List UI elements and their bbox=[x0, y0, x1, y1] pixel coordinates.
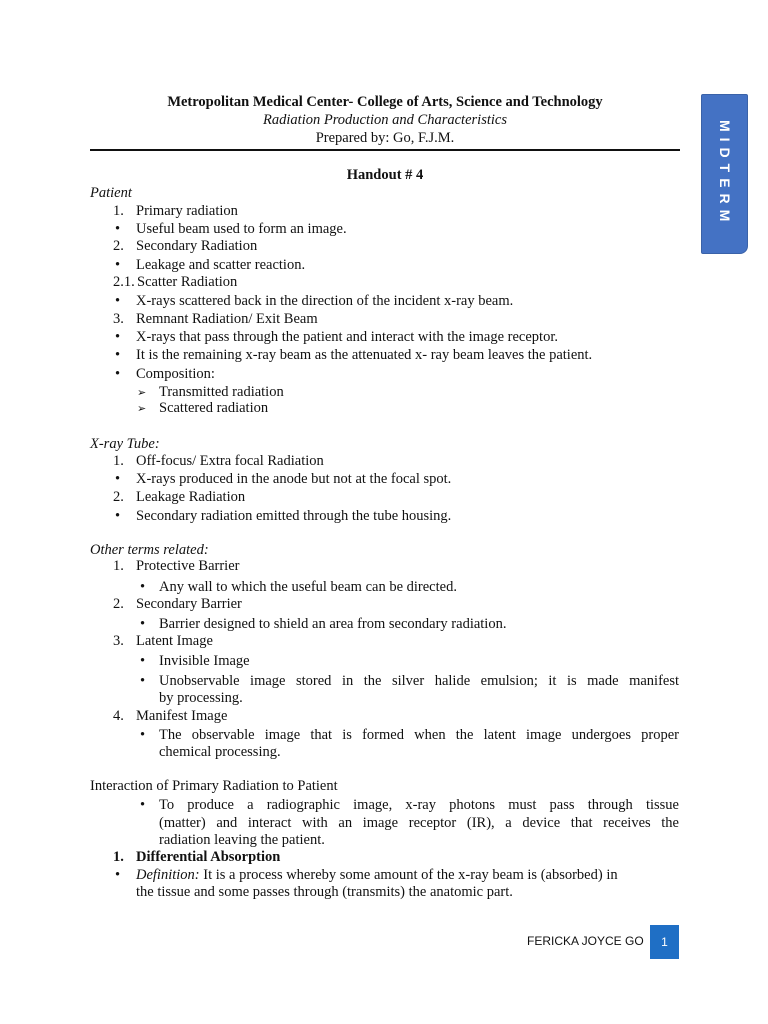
list-marker: 3. bbox=[113, 311, 124, 327]
list-marker: • bbox=[115, 293, 121, 309]
list-marker: 1. bbox=[113, 849, 124, 865]
list-item: Primary radiation bbox=[136, 203, 238, 219]
list-item: X-rays produced in the anode but not at the focal spot. bbox=[136, 471, 452, 487]
list-marker: • bbox=[140, 616, 146, 632]
footer-author: FERICKA JOYCE GO bbox=[527, 934, 644, 948]
list-marker: 2.1. bbox=[113, 274, 135, 290]
institution-title: Metropolitan Medical Center- College of Arts, Science and Technology bbox=[167, 94, 603, 110]
definition-line: the tissue and some passes through (transmits) the anatomic part. bbox=[136, 884, 513, 900]
document-subtitle: Radiation Production and Characteristics bbox=[263, 112, 507, 128]
list-item: It is the remaining x-ray beam as the attenuated x- ray beam leaves the patient. bbox=[136, 347, 593, 363]
list-marker: • bbox=[115, 221, 121, 237]
definition-label: Definition: bbox=[136, 867, 200, 883]
list-marker: • bbox=[115, 471, 121, 487]
list-item: Any wall to which the useful beam can be directed. bbox=[159, 579, 457, 595]
section-heading-other-terms: Other terms related: bbox=[90, 542, 209, 558]
list-marker: 1. bbox=[113, 558, 124, 574]
midterm-tab bbox=[701, 94, 748, 254]
paragraph-line: To produce a radiographic image, x-ray photons must pass through tissue bbox=[159, 797, 679, 813]
arrow-bullet-icon: ➢ bbox=[137, 403, 147, 415]
list-marker: • bbox=[115, 257, 121, 273]
list-item: Barrier designed to shield an area from secondary radiation. bbox=[159, 616, 507, 632]
list-item: Secondary radiation emitted through the tube housing. bbox=[136, 508, 452, 524]
list-item-continuation: by processing. bbox=[159, 690, 243, 706]
section-heading-interaction: Interaction of Primary Radiation to Patient bbox=[90, 778, 338, 794]
list-marker: 1. bbox=[113, 453, 124, 469]
list-marker: 3. bbox=[113, 633, 124, 649]
midterm-tab-label: MIDTERM bbox=[717, 120, 733, 228]
arrow-bullet-icon: ➢ bbox=[137, 387, 147, 399]
list-marker: 4. bbox=[113, 708, 124, 724]
list-item: Composition: bbox=[136, 366, 215, 382]
handout-number: Handout # 4 bbox=[346, 167, 424, 183]
list-item: Secondary Radiation bbox=[136, 238, 258, 254]
header-rule bbox=[90, 149, 680, 151]
list-item: Protective Barrier bbox=[136, 558, 240, 574]
list-item: Latent Image bbox=[136, 633, 213, 649]
page-number: 1 bbox=[650, 925, 679, 959]
list-item: Remnant Radiation/ Exit Beam bbox=[136, 311, 318, 327]
list-marker: 2. bbox=[113, 238, 124, 254]
list-item: X-rays that pass through the patient and interact with the image receptor. bbox=[136, 329, 558, 345]
list-item: Manifest Image bbox=[136, 708, 228, 724]
list-marker: 2. bbox=[113, 489, 124, 505]
section-heading-patient: Patient bbox=[90, 185, 132, 201]
subsection-title: Differential Absorption bbox=[136, 849, 281, 865]
list-item: Secondary Barrier bbox=[136, 596, 242, 612]
list-marker: 2. bbox=[113, 596, 124, 612]
list-item: X-rays scattered back in the direction of the incident x-ray beam. bbox=[136, 293, 514, 309]
section-heading-xray-tube: X-ray Tube: bbox=[90, 436, 160, 452]
paragraph-line: (matter) and interact with an image receptor (IR), a device that receives the bbox=[159, 815, 679, 831]
definition-line bbox=[136, 866, 679, 884]
list-item: Off-focus/ Extra focal Radiation bbox=[136, 453, 324, 469]
list-item: Scattered radiation bbox=[159, 400, 269, 416]
list-item: Transmitted radiation bbox=[159, 384, 284, 400]
paragraph-line: radiation leaving the patient. bbox=[159, 832, 325, 848]
list-marker: • bbox=[115, 347, 121, 363]
list-marker: • bbox=[115, 366, 121, 382]
list-item: Leakage Radiation bbox=[136, 489, 246, 505]
list-marker: • bbox=[115, 329, 121, 345]
bullet-icon: • bbox=[115, 867, 121, 883]
list-item: Leakage and scatter reaction. bbox=[136, 257, 306, 273]
prepared-by: Prepared by: Go, F.J.M. bbox=[315, 130, 455, 146]
list-item: Scatter Radiation bbox=[137, 274, 238, 290]
list-marker: • bbox=[115, 508, 121, 524]
list-item: Unobservable image stored in the silver halide emulsion; it is made manifest bbox=[159, 673, 679, 689]
definition-text: It is a process whereby some amount of the x-ray beam is (absorbed) in bbox=[199, 867, 618, 883]
list-marker: • bbox=[140, 653, 146, 669]
list-marker: 1. bbox=[113, 203, 124, 219]
list-item-continuation: chemical processing. bbox=[159, 744, 281, 760]
list-marker: • bbox=[140, 579, 146, 595]
list-item: Invisible Image bbox=[159, 653, 250, 669]
bullet-icon: • bbox=[140, 797, 146, 813]
list-marker: • bbox=[140, 673, 146, 689]
list-marker: • bbox=[140, 727, 146, 743]
list-item: Useful beam used to form an image. bbox=[136, 221, 347, 237]
list-item: The observable image that is formed when the latent image undergoes proper bbox=[159, 727, 679, 743]
